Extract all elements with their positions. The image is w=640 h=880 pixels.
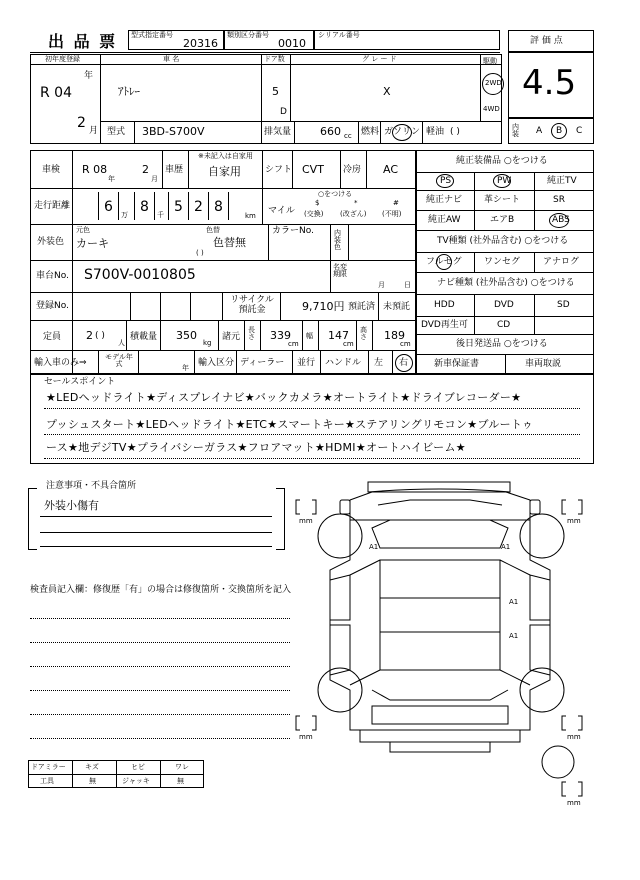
divider (160, 292, 161, 320)
equip-abs: ABS (552, 215, 570, 225)
mileage-unknown-mark: # (393, 199, 399, 207)
divider (422, 121, 423, 144)
notes-text: 外装小傷有 (44, 499, 99, 512)
grade: X (383, 85, 391, 98)
handle-label: ハンドル (325, 358, 362, 368)
interior-c: C (576, 126, 583, 136)
divider (268, 224, 269, 260)
mileage-unknown: (不明) (382, 210, 402, 218)
door-suffix: D (280, 107, 287, 117)
doors: 5 (272, 85, 279, 98)
inspection-year: R 08 (82, 163, 108, 176)
divider (134, 121, 135, 144)
type-approval-value: 20316 (183, 37, 218, 50)
mileage-digit-5: 8 (214, 199, 223, 215)
divider (98, 192, 99, 220)
displacement-label: 排気量 (264, 127, 292, 137)
mileage-digit-3: 5 (174, 199, 183, 215)
repaint-paren: ( ) (196, 249, 204, 257)
mileage-digit-2: 8 (140, 199, 149, 215)
divider (30, 350, 416, 351)
handle-right-circle (395, 354, 413, 372)
divider (262, 150, 263, 188)
divider (118, 192, 119, 220)
equip-ps-circle (436, 174, 454, 188)
divider (261, 121, 262, 144)
divider (356, 320, 357, 350)
fuel-diesel: 軽油 (426, 127, 445, 137)
mileage-label: 走行距離 (34, 201, 71, 211)
inspector-line (30, 714, 290, 715)
divider (330, 260, 331, 292)
sales-point-line-2: プッシュスタート★LEDヘッドライト★ETC★スマートキー★ステアリングリモコン★ブルートゥ (46, 418, 534, 431)
divider (292, 350, 293, 374)
fuel-circle (392, 124, 412, 141)
divider (366, 150, 367, 188)
mileage-tamper-mark: * (354, 199, 358, 207)
divider (188, 192, 189, 220)
capacity-label: 定員 (43, 332, 62, 342)
divider (188, 150, 189, 188)
notes-bracket-left (28, 488, 37, 550)
navi-cd: CD (497, 320, 511, 330)
mileage-circle-note: ○をつける (318, 190, 353, 198)
category-value: 0010 (278, 37, 306, 50)
color-code-label: カラーNo. (272, 226, 314, 236)
divider (126, 320, 127, 350)
inspection-month: 2 (142, 163, 149, 176)
equip-abs-circle (549, 213, 569, 228)
drive-4wd: 4WD (483, 105, 500, 113)
car-name-label: 車 名 (163, 55, 180, 63)
import-class-label: 輸入区分 (198, 358, 235, 368)
fuel-label: 燃料 (361, 127, 380, 137)
recycle-status: 預託済 (348, 302, 376, 312)
drive-2wd-circle (482, 73, 504, 95)
divider (30, 260, 416, 261)
equip-airbag: エアB (490, 215, 515, 225)
first-reg-era: R 04 (40, 85, 72, 101)
height-label: 高さ (360, 326, 367, 341)
divider (44, 408, 580, 409)
serial-label: シリアル番号 (318, 31, 360, 39)
model-year-unit: 年 (182, 364, 189, 372)
equip-aw: 純正AW (428, 215, 461, 225)
divider (30, 292, 416, 293)
handle-right: 右 (399, 358, 409, 368)
mileage-tamper: (改ざん) (340, 210, 367, 218)
divider (262, 188, 263, 224)
inspector-line (30, 666, 290, 667)
mileage-exchange-mark: $ (315, 199, 320, 207)
divider (100, 121, 502, 122)
import-label: 輸入車のみ⇒ (34, 358, 87, 368)
divider (505, 354, 506, 374)
divider (72, 760, 73, 788)
divider (260, 320, 261, 350)
displacement-unit: cc (344, 132, 352, 140)
sales-point-line-3: ース★地デジTV★プライバシーガラス★フロアマット★HDMI★オートハイビーム★ (46, 441, 466, 454)
divider (138, 350, 139, 374)
divider (368, 350, 369, 374)
model-label: 型式 (107, 127, 126, 137)
tv-oneseg: ワンセグ (484, 257, 521, 267)
first-reg-label: 初年度登録 (45, 55, 80, 63)
inspector-line (30, 618, 290, 619)
fuel-paren: ( ) (450, 127, 460, 137)
height: 189 (384, 329, 405, 342)
divider (280, 292, 281, 320)
first-reg-month-unit: 月 (89, 126, 99, 136)
mileage-digit-1: 6 (104, 199, 113, 215)
grade-score: 4.5 (522, 63, 577, 103)
divider (380, 121, 381, 144)
navi-hdd: HDD (434, 300, 455, 310)
divider (474, 252, 475, 272)
divider (208, 192, 209, 220)
divider (44, 434, 580, 435)
notes-line (40, 532, 272, 533)
divider (302, 320, 303, 350)
tv-header: TV種類 (社外品含む) ○をつける (437, 236, 569, 246)
divider (372, 320, 373, 350)
repaint: 色替無 (213, 236, 246, 249)
divider (244, 320, 245, 350)
mm-label-3: mm (299, 733, 313, 741)
equip-leather: 革シート (484, 195, 521, 205)
divider (160, 760, 161, 788)
divider (474, 172, 475, 230)
later-header: 後日発送品 ○をつける (456, 339, 548, 349)
length-unit: cm (288, 340, 299, 348)
car-name: ｱﾄﾚｰ (118, 85, 140, 98)
divider (534, 294, 535, 334)
divider (236, 350, 237, 374)
tv-fullseg: フルセグ (426, 257, 462, 267)
divider (190, 292, 191, 320)
divider (378, 292, 379, 320)
navi-header: ナビ種類 (社外品含む) ○をつける (437, 278, 575, 288)
capacity-paren: ( ) (95, 331, 105, 341)
equip-navi: 純正ナビ (426, 195, 463, 205)
navi-dvd-play: DVD再生可 (421, 320, 468, 330)
divider (416, 172, 594, 173)
inspector-line (30, 738, 290, 739)
sales-point-line-1: ★LEDヘッドライト★ディスプレイナビ★バックカメラ★オートライト★ドライブレコーダー★ (46, 391, 522, 404)
divider (162, 150, 163, 188)
score-header-label: 評 価 点 (530, 36, 563, 46)
inspector-line (30, 642, 290, 643)
damage-mark-2: A1 (501, 543, 511, 551)
bottom-header-crack: ヒビ (131, 763, 145, 771)
divider (30, 188, 416, 189)
divider (416, 190, 594, 191)
ac-label: 冷房 (343, 165, 362, 175)
divider (320, 350, 321, 374)
divider (340, 150, 341, 188)
divider (392, 350, 393, 374)
divider (134, 192, 135, 220)
handle-left: 左 (374, 358, 384, 368)
category-label: 類別区分番号 (227, 31, 269, 39)
sales-points-label: セールスポイント (44, 377, 116, 387)
model: 3BD-S700V (142, 125, 205, 138)
shift-label: シフト (265, 165, 293, 175)
usage-label: 車歴 (165, 165, 184, 175)
chassis: S700V-0010805 (84, 267, 196, 283)
divider (534, 172, 535, 230)
equip-tv: 純正TV (547, 176, 577, 186)
load-unit: kg (203, 339, 212, 347)
later-manual: 車両取説 (525, 359, 562, 369)
first-reg-month: 2 (77, 115, 86, 131)
doors-label: ドア数 (264, 55, 285, 63)
title-change-month: 月 (378, 281, 385, 289)
interior-b-circle (551, 123, 567, 139)
height-unit: cm (400, 340, 411, 348)
dims-label: 諸元 (222, 332, 241, 342)
notes-line (40, 516, 272, 517)
bottom-tool-value: 無 (89, 777, 96, 785)
mm-label-1: mm (299, 517, 313, 525)
mileage-mile: マイル (268, 206, 295, 216)
load-label: 積載量 (130, 332, 158, 342)
bottom-jack-value: 無 (177, 777, 184, 785)
inspector-line (30, 690, 290, 691)
notes-label: 注意事項・不具合箇所 (46, 481, 137, 491)
navi-sd: SD (557, 300, 570, 310)
reg-no-label: 登録No. (36, 301, 69, 311)
width: 147 (328, 329, 349, 342)
bottom-tool: 工具 (40, 777, 54, 785)
divider (194, 350, 195, 374)
capacity: 2 (86, 329, 93, 342)
model-year-label: モデル年式 (105, 353, 133, 368)
inspection-label: 車検 (42, 165, 61, 175)
divider (318, 320, 319, 350)
divider (100, 54, 101, 144)
divider (290, 54, 291, 121)
divider (160, 320, 161, 350)
divider (416, 210, 594, 211)
form-title: 出 品 票 (48, 32, 118, 51)
divider (44, 458, 580, 459)
chassis-label: 車台No. (36, 271, 69, 281)
usage-note: ※未記入は自家用 (198, 152, 253, 160)
divider (330, 224, 331, 260)
mileage-exchange: (交換) (304, 210, 324, 218)
interior-a: A (536, 126, 543, 136)
interior-color-label: 内装色 (334, 229, 341, 251)
divider (228, 192, 229, 220)
title-change-label: 名変期限 (333, 263, 347, 278)
mileage-unit-sen: 千 (157, 211, 164, 219)
tv-analog: アナログ (543, 257, 580, 267)
parallel-option: 並行 (297, 358, 316, 368)
damage-mark-1: A1 (369, 543, 379, 551)
divider (30, 52, 500, 53)
dealer-option: ディーラー (240, 358, 285, 368)
grade-label: グ レ ー ド (362, 55, 397, 63)
length: 339 (270, 329, 291, 342)
equip-pw: PW (497, 176, 512, 186)
mileage-unit-km: km (245, 212, 256, 220)
inspection-year-unit: 年 (108, 175, 115, 183)
displacement: 660 (320, 125, 341, 138)
equip-sr: SR (553, 195, 565, 205)
damage-mark-4: A1 (509, 632, 519, 640)
title-change-day: 日 (404, 281, 411, 289)
divider (294, 121, 295, 144)
interior-b: B (556, 126, 563, 136)
equip-ps: PS (440, 176, 452, 186)
drive-label: 駆動 (483, 57, 497, 65)
navi-dvd: DVD (494, 300, 514, 310)
divider (116, 760, 117, 788)
load: 350 (176, 329, 197, 342)
recycle-amount: 9,710円 (302, 300, 345, 313)
inspector-label: 検査員記入欄：修復歴「有」の場合は修復箇所・交換箇所を記入 (30, 585, 292, 595)
inspection-month-unit: 月 (151, 175, 158, 183)
original-color: カーキ (76, 237, 109, 250)
drive-2wd: 2WD (485, 79, 502, 87)
divider (358, 121, 359, 144)
bottom-header-scratch: キズ (85, 763, 99, 771)
color-no-label: 色替 (206, 226, 220, 234)
color-label: 外装色 (37, 237, 65, 247)
damage-mark-3: A1 (509, 598, 519, 606)
divider (416, 334, 594, 335)
divider (416, 230, 594, 231)
divider (218, 320, 219, 350)
interior-label: 内装 (512, 123, 519, 138)
bottom-header-mirror: ドアミラー (31, 763, 66, 771)
capacity-unit: 人 (118, 339, 125, 347)
mm-label-5: mm (567, 799, 581, 807)
width-label: 幅 (306, 332, 313, 340)
divider (474, 294, 475, 334)
divider (72, 150, 73, 374)
divider (416, 294, 594, 295)
divider (154, 192, 155, 220)
recycle-pending: 未預託 (383, 302, 411, 312)
notes-line (40, 546, 272, 547)
divider (480, 54, 481, 121)
fuel-gasoline: ガソリン (384, 127, 421, 137)
bottom-header-break: ワレ (175, 763, 189, 771)
divider (98, 350, 99, 374)
divider (534, 252, 535, 272)
recycle-label: リサイクル預託金 (230, 295, 274, 315)
width-unit: cm (343, 340, 354, 348)
original-color-label: 元色 (76, 226, 90, 234)
divider (30, 320, 416, 321)
equipment-header: 純正装備品 ○をつける (456, 156, 548, 166)
tv-fullseg-circle (436, 254, 452, 270)
later-warranty: 新車保証書 (434, 359, 480, 369)
type-approval-label: 型式指定番号 (131, 31, 173, 39)
bottom-jack: ジャッキ (122, 777, 150, 785)
mileage-unit-man: 万 (121, 211, 128, 219)
divider (416, 316, 594, 317)
divider (416, 252, 594, 253)
divider (168, 192, 169, 220)
mm-label-4: mm (567, 733, 581, 741)
divider (416, 272, 594, 273)
first-reg-year-unit: 年 (84, 71, 94, 81)
equip-pw-circle (493, 174, 511, 188)
divider (30, 224, 416, 225)
usage: 自家用 (208, 165, 241, 178)
divider (261, 54, 262, 121)
divider (348, 224, 349, 260)
divider (130, 292, 131, 320)
divider (292, 150, 293, 188)
mm-label-2: mm (567, 517, 581, 525)
length-label: 長さ (248, 326, 255, 341)
ac: AC (383, 163, 399, 176)
divider (222, 292, 223, 320)
shift: CVT (302, 163, 324, 176)
notes-bracket-right (276, 488, 285, 550)
mileage-digit-4: 2 (194, 199, 203, 215)
